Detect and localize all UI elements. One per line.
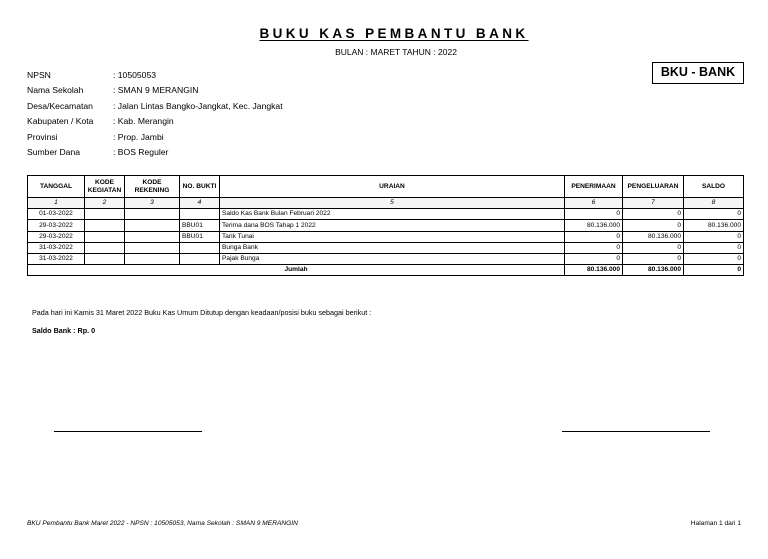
info-value: : BOS Reguler bbox=[113, 146, 169, 157]
col-number: 1 bbox=[28, 198, 85, 209]
column-number-row bbox=[28, 198, 744, 209]
document-subtitle: BULAN : MARET TAHUN : 2022 bbox=[335, 47, 457, 57]
cell-pengeluaran: 0 bbox=[623, 253, 684, 264]
table-row bbox=[28, 209, 744, 220]
cell-kode-kegiatan bbox=[85, 231, 125, 242]
cell-kode-rekening bbox=[125, 242, 180, 253]
info-value: : Prop. Jambi bbox=[113, 131, 164, 142]
cell-no-bukti bbox=[180, 253, 220, 264]
col-header-kode-kegiatan: KODE KEGIATAN bbox=[85, 176, 125, 198]
cell-kode-kegiatan bbox=[85, 242, 125, 253]
cell-no-bukti bbox=[180, 242, 220, 253]
col-header-pengeluaran: PENGELUARAN bbox=[623, 176, 684, 198]
col-header-tanggal: TANGGAL bbox=[28, 176, 85, 198]
signature-line-right bbox=[562, 431, 710, 432]
footer-document-info: BKU Pembantu Bank Maret 2022 - NPSN : 10505053, Nama Sekolah : SMAN 9 MERANGIN bbox=[27, 520, 298, 527]
col-number: 4 bbox=[180, 198, 220, 209]
table-header-row bbox=[28, 176, 744, 198]
cell-uraian: Tarik Tunai bbox=[220, 231, 565, 242]
col-header-saldo: SALDO bbox=[684, 176, 744, 198]
cell-saldo: 0 bbox=[684, 209, 744, 220]
col-header-penerimaan: PENERIMAAN bbox=[565, 176, 623, 198]
info-label: Provinsi bbox=[27, 131, 58, 142]
bku-bank-badge: BKU - BANK bbox=[652, 62, 744, 84]
cell-kode-kegiatan bbox=[85, 220, 125, 231]
info-label: Desa/Kecamatan bbox=[27, 100, 93, 111]
cell-uraian: Bunga Bank bbox=[220, 242, 565, 253]
cell-kode-rekening bbox=[125, 253, 180, 264]
cell-pengeluaran: 80.136.000 bbox=[623, 231, 684, 242]
cell-uraian: Terima dana BOS Tahap 1 2022 bbox=[220, 220, 565, 231]
bank-ledger-table bbox=[27, 175, 744, 276]
cell-saldo: 0 bbox=[684, 231, 744, 242]
cell-saldo: 0 bbox=[684, 253, 744, 264]
cell-kode-rekening bbox=[125, 220, 180, 231]
cell-saldo: 80.136.000 bbox=[684, 220, 744, 231]
footer-page-number: Halaman 1 dari 1 bbox=[690, 520, 741, 527]
info-label: Kabupaten / Kota bbox=[27, 116, 94, 127]
cell-no-bukti: BBU01 bbox=[180, 220, 220, 231]
cell-tanggal: 01-03-2022 bbox=[28, 209, 85, 220]
info-label: Nama Sekolah bbox=[27, 85, 84, 96]
cell-kode-kegiatan bbox=[85, 253, 125, 264]
cell-penerimaan: 0 bbox=[565, 242, 623, 253]
cell-kode-rekening bbox=[125, 231, 180, 242]
cell-pengeluaran: 0 bbox=[623, 220, 684, 231]
cell-saldo: 0 bbox=[684, 242, 744, 253]
info-label: NPSN bbox=[27, 70, 51, 80]
col-header-kode-rekening: KODE REKENING bbox=[125, 176, 180, 198]
cell-penerimaan: 0 bbox=[565, 231, 623, 242]
col-number: 3 bbox=[125, 198, 180, 209]
table-row bbox=[28, 253, 744, 264]
saldo-bank: Saldo Bank : Rp. 0 bbox=[32, 326, 96, 335]
cell-kode-kegiatan bbox=[85, 209, 125, 220]
total-penerimaan: 80.136.000 bbox=[565, 265, 623, 276]
info-value: : 10505053 bbox=[113, 70, 157, 80]
signature-line-left bbox=[54, 431, 202, 432]
info-label: Sumber Dana bbox=[27, 146, 81, 157]
cell-tanggal: 31-03-2022 bbox=[28, 253, 85, 264]
col-header-uraian: URAIAN bbox=[220, 176, 565, 198]
cell-tanggal: 31-03-2022 bbox=[28, 242, 85, 253]
cell-penerimaan: 80.136.000 bbox=[565, 220, 623, 231]
table-row bbox=[28, 242, 744, 253]
cell-tanggal: 29-03-2022 bbox=[28, 220, 85, 231]
cell-uraian: Pajak Bunga bbox=[220, 253, 565, 264]
cell-penerimaan: 0 bbox=[565, 209, 623, 220]
closing-note: Pada hari ini Kamis 31 Maret 2022 Buku Kas Umum Ditutup dengan keadaan/posisi buku sebagai berikut : bbox=[32, 308, 372, 317]
cell-pengeluaran: 0 bbox=[623, 209, 684, 220]
cell-pengeluaran: 0 bbox=[623, 242, 684, 253]
cell-no-bukti bbox=[180, 209, 220, 220]
table-row bbox=[28, 220, 744, 231]
col-number: 6 bbox=[565, 198, 623, 209]
col-header-no-bukti: NO. BUKTI bbox=[180, 176, 220, 198]
info-value: : Kab. Merangin bbox=[113, 116, 174, 127]
col-number: 7 bbox=[623, 198, 684, 209]
table-row bbox=[28, 231, 744, 242]
col-number: 2 bbox=[85, 198, 125, 209]
total-label: Jumlah bbox=[28, 265, 565, 276]
total-row bbox=[28, 265, 744, 276]
cell-no-bukti: BBU01 bbox=[180, 231, 220, 242]
total-saldo: 0 bbox=[684, 265, 744, 276]
total-pengeluaran: 80.136.000 bbox=[623, 265, 684, 276]
info-value: : Jalan Lintas Bangko-Jangkat, Kec. Jangkat bbox=[113, 100, 283, 111]
cell-penerimaan: 0 bbox=[565, 253, 623, 264]
cell-tanggal: 29-03-2022 bbox=[28, 231, 85, 242]
col-number: 8 bbox=[684, 198, 744, 209]
info-value: : SMAN 9 MERANGIN bbox=[113, 85, 199, 96]
col-number: 5 bbox=[220, 198, 565, 209]
document-title: BUKU KAS PEMBANTU BANK bbox=[259, 26, 529, 41]
cell-uraian: Saldo Kas Bank Bulan Februari 2022 bbox=[220, 209, 565, 220]
cell-kode-rekening bbox=[125, 209, 180, 220]
